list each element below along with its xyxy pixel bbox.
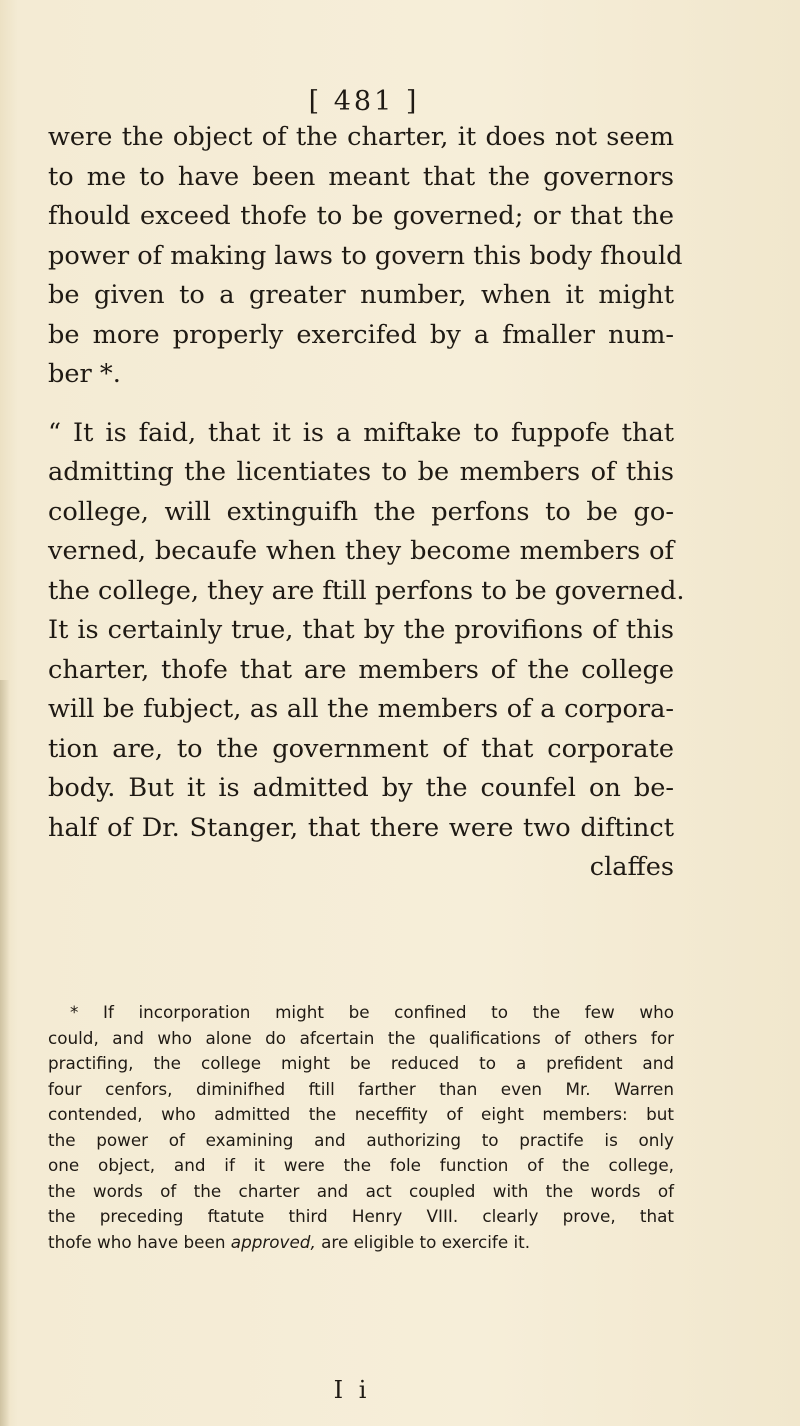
text-line: charter, thofe that are members of the college <box>48 654 674 685</box>
text-line: fhould exceed thofe to be governed; or that the <box>48 201 674 231</box>
footnote <box>48 1000 674 1255</box>
text-line: be more properly exercifed by a fmaller num- <box>48 319 674 350</box>
footnote-line: one object, and if it were the fole function of the college, <box>48 1155 674 1175</box>
text-line: tion are, to the government of that corporate <box>48 733 674 764</box>
footnote-line: contended, who admitted the neceffity of eight members: but <box>48 1104 674 1124</box>
footnote-text: are eligible to exercife it. <box>315 1231 531 1252</box>
text-line: ber *. <box>48 359 121 389</box>
footnote-line: * If incorporation might be confined to the few who <box>70 1002 674 1022</box>
footnote-line: four cenfors, diminifhed ftill farther than even Mr. Warren <box>48 1078 674 1099</box>
main-text <box>48 118 685 888</box>
footnote-text: thofe who have been <box>48 1231 231 1252</box>
footnote-line-last <box>48 1230 674 1256</box>
page-number: [ 481 ] <box>308 86 420 117</box>
text-line: It is certainly true, that by the provifions of this <box>48 615 674 645</box>
page-edge-shadow <box>0 680 10 1426</box>
footnote-line: the preceding ftatute third Henry VIII. clearly prove, that <box>48 1206 674 1226</box>
text-line: be given to a greater number, when it might <box>48 280 674 310</box>
signature-mark: I i <box>333 1376 371 1404</box>
text-line: admitting the licentiates to be members of this <box>48 457 674 487</box>
text-line: half of Dr. Stanger, that there were two diftinct <box>48 812 674 843</box>
text-line: were the object of the charter, it does not seem <box>48 122 674 152</box>
footnote-line: the power of examining and authorizing to practife is only <box>48 1129 674 1150</box>
footnote-line: practifing, the college might be reduced to a prefident and <box>48 1053 674 1073</box>
footnote-italic-word: approved, <box>230 1231 316 1252</box>
text-line: will be fubject, as all the members of a corpora- <box>48 694 674 724</box>
footnote-line: could, and who alone do afcertain the qualifications of others for <box>48 1027 674 1048</box>
catchword: claffes <box>589 852 674 882</box>
text-line: power of making laws to govern this body fhould <box>48 240 683 271</box>
text-line: to me to have been meant that the governors <box>48 161 674 192</box>
text-line: body. But it is admitted by the counfel on be- <box>48 773 674 803</box>
text-line: college, will extinguifh the perfons to be go- <box>48 496 674 527</box>
text-line: the college, they are ftill perfons to be governed. <box>48 575 685 606</box>
text-line: “ It is faid, that it is a miftake to fuppofe that <box>48 417 674 448</box>
footnote-line: the words of the charter and act coupled with the words of <box>48 1180 674 1201</box>
text-line: verned, becaufe when they become members of <box>48 536 674 566</box>
